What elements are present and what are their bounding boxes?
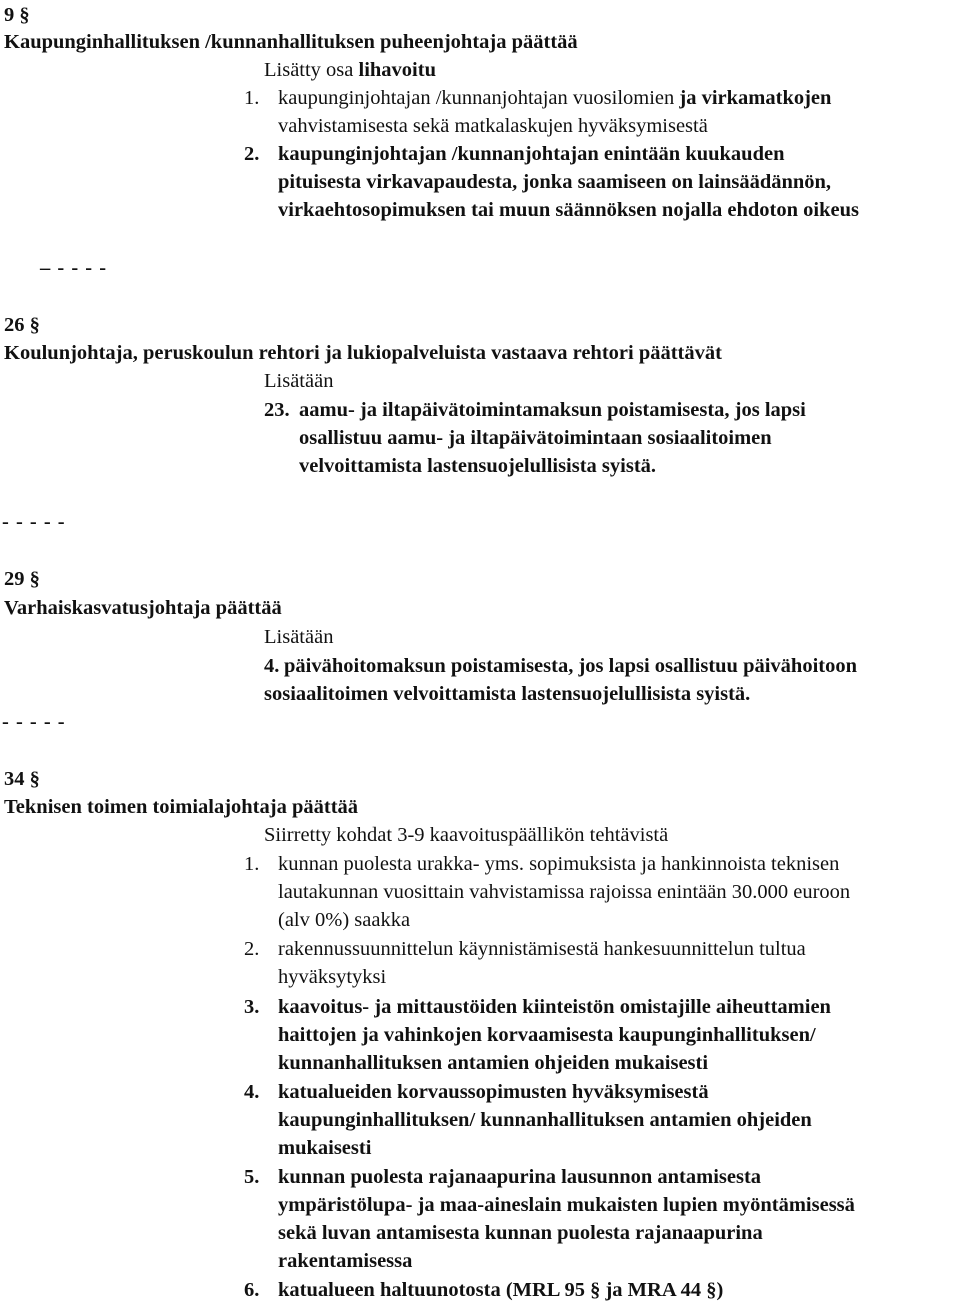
section-9-heading [4,2,30,28]
item-text: rakennussuunnittelun käynnistämisestä hankesuunnittelun tultua [278,938,806,960]
section-34-heading [4,766,40,792]
item-text: lautakunnan vuosittain vahvistamissa rajoissa enintään 30.000 euroon [278,881,851,903]
section-29-title: Varhaiskasvatusjohtaja päättää [4,597,282,619]
section-34-note: Siirretty kohdat 3-9 kaavoituspäällikön tehtävistä [264,824,669,846]
item-number: 3. [244,996,260,1018]
item-text: sosiaalitoimen velvoittamista lastensuojelullisista syistä. [264,683,751,705]
section-number: 29 [4,568,25,590]
section-number: 9 [4,4,15,26]
item-number: 6. [244,1279,260,1301]
section-29-heading [4,566,40,592]
item-text: virkaehtosopimuksen tai muun säännöksen nojalla ehdoton oikeus [278,199,859,221]
item-number: 4. [264,655,280,677]
item-number: 4. [244,1081,260,1103]
item-text: aamu- ja iltapäivätoimintamaksun poistamisesta, jos lapsi [299,399,806,421]
item-text: pituisesta virkavapaudesta, jonka saamiseen on lainsäädännön, [278,171,832,193]
item-number: 1. [244,87,260,109]
item-text: vahvistamisesta sekä matkalaskujen hyväksymisestä [278,115,708,137]
section-9-title: Kaupunginhallituksen /kunnanhallituksen puheenjohtaja päättää [4,31,578,53]
item-text: kunnan puolesta rajanaapurina lausunnon antamisesta [278,1166,762,1188]
section-sign: § [29,568,40,590]
section-number: 34 [4,768,25,790]
item-text: (alv 0%) saakka [278,909,411,931]
item-text: haittojen ja vahinkojen korvaamisesta kaupunginhallituksen/ [278,1024,816,1046]
item-text: kaupunginjohtajan /kunnanjohtajan vuosilomien ja virkamatkojen [278,87,832,109]
section-sign: § [29,768,40,790]
section-26-title: Koulunjohtaja, peruskoulun rehtori ja lukiopalveluista vastaava rehtori päättävät [4,342,722,364]
section-9-note: Lisätty osa lihavoitu [264,59,436,81]
item-text: katualueiden korvaussopimusten hyväksymisestä [278,1081,709,1103]
item-text: kunnanhallituksen antamien ohjeiden mukaisesti [278,1052,709,1074]
item-text: velvoittamista lastensuojelullisista syistä. [299,455,657,477]
item-text: päivähoitomaksun poistamisesta, jos lapsi osallistuu päivähoitoon [284,655,857,677]
item-number: 2. [244,143,260,165]
item-text: kaavoitus- ja mittaustöiden kiinteistön omistajille aiheuttamien [278,996,831,1018]
item-text: mukaisesti [278,1137,372,1159]
separator: - - - - - [2,511,66,533]
section-29-note: Lisätään [264,626,334,648]
item-text: sekä luvan antamisesta kunnan puolesta rajanaapurina [278,1222,763,1244]
item-number: 5. [244,1166,260,1188]
section-sign: § [590,1279,601,1301]
item-text: osallistuu aamu- ja iltapäivätoimintaan sosiaalitoimen [299,427,772,449]
item-number: 1. [244,853,260,875]
item-number: 2. [244,938,260,960]
separator: - - - - - [2,711,66,733]
section-sign: § [19,4,30,26]
section-26-note: Lisätään [264,370,334,392]
item-text: rakentamisessa [278,1250,413,1272]
section-34-title: Teknisen toimen toimialajohtaja päättää [4,796,359,818]
section-26-heading [4,312,40,338]
section-sign: § [29,314,40,336]
section-number: 26 [4,314,25,336]
item-text: hyväksytyksi [278,966,387,988]
item-text: kunnan puolesta urakka- yms. sopimuksista ja hankinnoista teknisen [278,853,840,875]
separator: – - - - - [40,257,108,279]
item-number: 23. [264,399,290,421]
item-text: katualueen haltuunotosta (MRL 95 § ja MRA 44 §) [278,1279,724,1301]
section-sign: § [706,1279,717,1301]
item-text: ympäristölupa- ja maa-aineslain mukaisten lupien myöntämisessä [278,1194,855,1216]
item-text: kaupunginjohtajan /kunnanjohtajan enintään kuukauden [278,143,785,165]
item-text: kaupunginhallituksen/ kunnanhallituksen antamien ohjeiden [278,1109,812,1131]
